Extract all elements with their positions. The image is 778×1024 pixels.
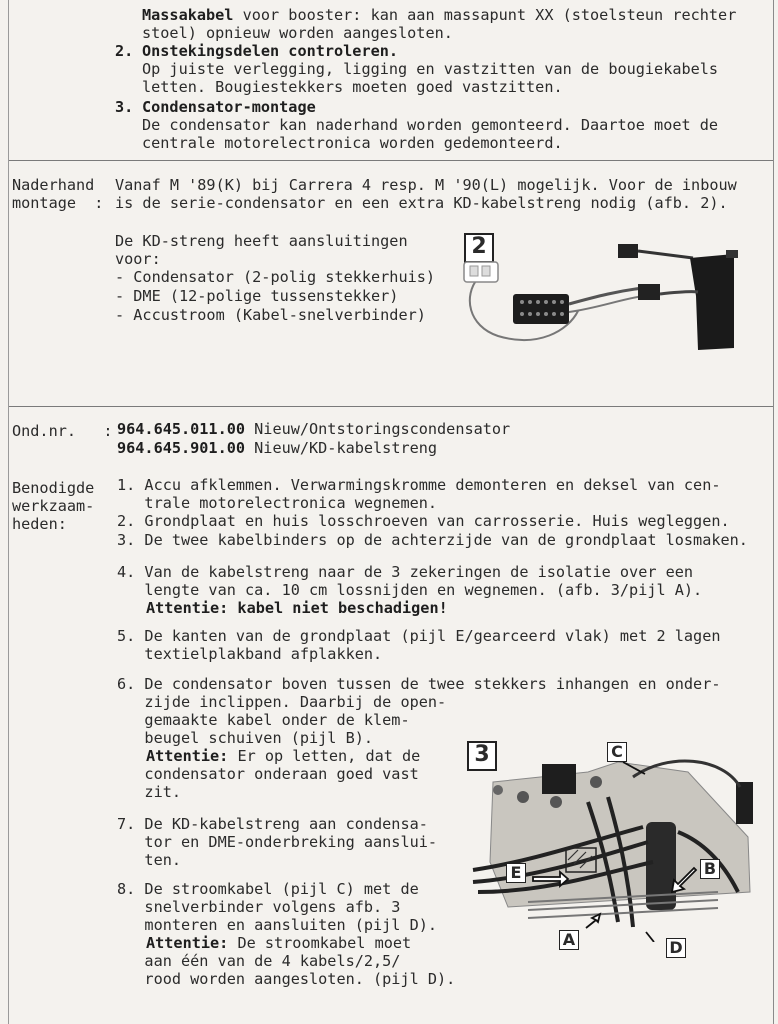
naderhand-text-line1: Vanaf M '89(K) bij Carrera 4 resp. M '90(L) mogelijk. Voor de inbouw bbox=[115, 176, 737, 194]
part-1 bbox=[117, 420, 510, 439]
figure-3-number: 3 bbox=[467, 741, 497, 771]
step-6-attention-text: Er op letten, dat de bbox=[228, 747, 421, 765]
callout-b: B bbox=[700, 859, 720, 879]
item3-text-line1: De condensator kan naderhand worden gemonteerd. Daartoe moet de bbox=[142, 116, 719, 134]
divider-1 bbox=[9, 160, 773, 161]
part-1-number: 964.645.011.00 bbox=[117, 420, 246, 438]
figure-3-ground-plate-photo bbox=[468, 742, 753, 942]
massakabel-label: Massakabel bbox=[142, 6, 234, 24]
step-8-line3: monteren en aansluiten (pijl D). bbox=[117, 916, 438, 934]
item2-text-line2: letten. Bougiestekkers moeten goed vastzitten. bbox=[142, 78, 563, 96]
massakabel-text: voor booster: kan aan massapunt XX (stoelsteun rechter bbox=[233, 6, 737, 24]
kd-intro-line2: voor: bbox=[115, 250, 161, 268]
part-2-number: 964.645.901.00 bbox=[117, 439, 246, 457]
step-4-line2: lengte van ca. 10 cm lossnijden en wegnemen. (afb. 3/pijl A). bbox=[117, 581, 703, 599]
step-8-attention bbox=[146, 934, 411, 953]
step-1-line1: 1. Accu afklemmen. Verwarmingskromme demonteren en deksel van cen- bbox=[117, 476, 721, 494]
step-8-line6: rood worden aangesloten. (pijl D). bbox=[117, 970, 456, 988]
kd-item-accustroom: - Accustroom (Kabel-snelverbinder) bbox=[115, 306, 426, 324]
naderhand-label-line1: Naderhand bbox=[12, 176, 95, 194]
massakabel-line2: stoel) opnieuw worden aangesloten. bbox=[142, 24, 453, 42]
kd-item-condensator: - Condensator (2-polig stekkerhuis) bbox=[115, 268, 436, 286]
step-6-line7: zit. bbox=[117, 783, 182, 801]
callout-d: D bbox=[666, 938, 686, 958]
item2-text-line1: Op juiste verlegging, ligging en vastzitten van de bougiekabels bbox=[142, 60, 719, 78]
page-right-border bbox=[773, 0, 774, 1024]
step-6-line3: gemaakte kabel onder de klem- bbox=[117, 711, 410, 729]
step-6-line1: 6. De condensator boven tussen de twee stekkers inhangen en onder- bbox=[117, 675, 721, 693]
step-8-attention-text: De stroomkabel moet bbox=[228, 934, 412, 952]
page-left-border bbox=[8, 0, 9, 1024]
step-8-line2: snelverbinder volgens afb. 3 bbox=[117, 898, 401, 916]
naderhand-label-line2: montage : bbox=[12, 194, 104, 212]
benodigde-label-line1: Benodigde bbox=[12, 479, 95, 497]
figure-2-number: 2 bbox=[464, 233, 494, 263]
callout-e: E bbox=[506, 863, 526, 883]
step-7-line1: 7. De KD-kabelstreng aan condensa- bbox=[117, 815, 428, 833]
item2-title: Onstekingsdelen controleren. bbox=[142, 42, 399, 60]
step-1-line2: trale motorelectronica wegnemen. bbox=[117, 494, 438, 512]
step-7-line3: ten. bbox=[117, 851, 182, 869]
step-3: 3. De twee kabelbinders op de achterzijde van de grondplaat losmaken. bbox=[117, 531, 748, 549]
benodigde-label-line2: werkzaam- bbox=[12, 497, 95, 515]
ondnr-label: Ond.nr. : bbox=[12, 422, 113, 440]
kd-item-dme: - DME (12-polige tussenstekker) bbox=[115, 287, 399, 305]
part-2-description: Nieuw/KD-kabelstreng bbox=[245, 439, 438, 457]
massakabel-line1 bbox=[142, 6, 736, 25]
step-4-attention: Attentie: kabel niet beschadigen! bbox=[146, 599, 448, 617]
part-1-description: Nieuw/Ontstoringscondensator bbox=[245, 420, 511, 438]
step-6-line2: zijde inclippen. Daarbij de open- bbox=[117, 693, 447, 711]
kd-intro-line1: De KD-streng heeft aansluitingen bbox=[115, 232, 408, 250]
benodigde-label-line3: heden: bbox=[12, 515, 67, 533]
divider-2 bbox=[9, 406, 773, 407]
step-6-attention bbox=[146, 747, 420, 766]
item3-number: 3. bbox=[115, 98, 134, 116]
step-2: 2. Grondplaat en huis losschroeven van carrosserie. Huis wegleggen. bbox=[117, 512, 730, 530]
step-8-attention-label: Attentie: bbox=[146, 934, 229, 952]
item3-text-line2: centrale motorelectronica worden gedemonteerd. bbox=[142, 134, 563, 152]
step-6-line4: beugel schuiven (pijl B). bbox=[117, 729, 374, 747]
callout-a: A bbox=[559, 930, 579, 950]
step-6-attention-label: Attentie: bbox=[146, 747, 229, 765]
callout-c: C bbox=[607, 742, 627, 762]
step-8-line5: aan één van de 4 kabels/2,5/ bbox=[117, 952, 401, 970]
step-4-line1: 4. Van de kabelstreng naar de 3 zekeringen de isolatie over een bbox=[117, 563, 694, 581]
step-5-line2: textielplakband afplakken. bbox=[117, 645, 383, 663]
figure-2-cable-harness-photo bbox=[458, 236, 758, 361]
part-2 bbox=[117, 439, 437, 458]
step-5-line1: 5. De kanten van de grondplaat (pijl E/gearceerd vlak) met 2 lagen bbox=[117, 627, 721, 645]
step-8-line1: 8. De stroomkabel (pijl C) met de bbox=[117, 880, 419, 898]
naderhand-text-line2: is de serie-condensator en een extra KD-kabelstreng nodig (afb. 2). bbox=[115, 194, 728, 212]
step-7-line2: tor en DME-onderbreking aanslui- bbox=[117, 833, 438, 851]
step-6-line6: condensator onderaan goed vast bbox=[117, 765, 419, 783]
item3-title: Condensator-montage bbox=[142, 98, 316, 116]
item2-number: 2. bbox=[115, 42, 134, 60]
